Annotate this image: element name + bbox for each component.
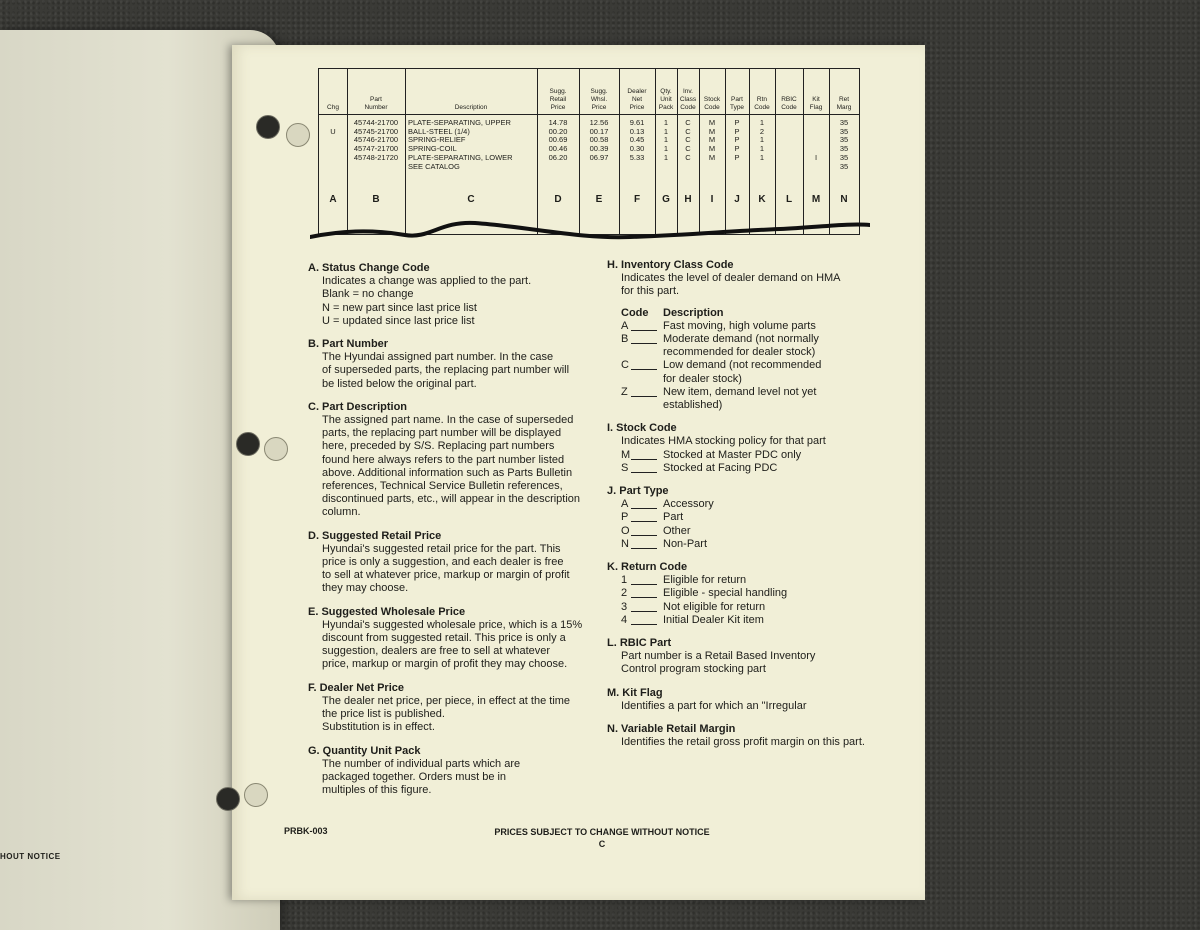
section-e-suggested-wholesale-price: E. Suggested Wholesale Price Hyundai's suggested wholesale price, which is a 15% discount from suggested retail. This price is only a suggestion, dealers are free to sell at whatever price, markup or margin of profit they may choose. (308, 605, 583, 671)
document-page (232, 45, 925, 900)
torn-edge-line (310, 215, 870, 255)
table-col-chg: Chg U A (319, 69, 348, 234)
table-col-description: Description PLATE-SEPARATING, UPPER BALL-STEEL (1/4) SPRING-RELIEF SPRING-COIL PLATE-SEPARATING, LOWER SEE CATALOG C (405, 69, 538, 234)
section-f-dealer-net-price: F. Dealer Net Price The dealer net price, per piece, in effect at the time the price list is published. Substitution is in effect. (308, 681, 571, 734)
table-col-qty-unit-pack: Qty. Unit Pack 1 1 1 1 1 G (655, 69, 678, 234)
section-d-suggested-retail-price: D. Suggested Retail Price Hyundai's suggested retail price for the part. This price is only a suggestion, and each dealer is free to sell at whatever price, markup or margin of profit they may choose. (308, 529, 570, 595)
table-col-wholesale-price: Sugg. Whsl. Price 12.56 00.17 00.58 00.39 06.97 E (579, 69, 620, 234)
price-notice: PRICES SUBJECT TO CHANGE WITHOUT NOTICE C (472, 826, 732, 850)
table-col-dealer-net: Dealer Net Price 9.61 0.13 0.45 0.30 5.33 F (619, 69, 656, 234)
table-col-part-type: Part Type P P P P P J (725, 69, 750, 234)
binder-hole-top-shadow (286, 123, 310, 147)
table-col-kit-flag: Kit Flag I M (803, 69, 830, 234)
section-g-quantity-unit-pack: G. Quantity Unit Pack The number of individual parts which are packaged together. Orders must be in multiples of this figure. (308, 744, 521, 797)
section-m-kit-flag: M. Kit Flag Identifies a part for which an "Irregular (607, 686, 807, 712)
table-col-retail-price: Sugg. Retail Price 14.78 00.20 00.69 00.46 06.20 D (537, 69, 580, 234)
right-definitions (607, 259, 907, 760)
sample-price-table (318, 68, 860, 235)
binder-hole-middle (236, 432, 260, 456)
section-b-part-number: B. Part Number The Hyundai assigned part number. In the case of superseded parts, the replacing part number will be listed below the original part. (308, 338, 570, 390)
section-l-rbic-part: L. RBIC Part Part number is a Retail Based Inventory Control program stocking part (607, 637, 816, 676)
section-h-inventory-class-code: H. Inventory Class Code Indicates the level of dealer demand on HMA for this part. Code Description A Fast moving, high volume parts B Moderate demand (not normally recommended for dealer stock) C Low demand (not recommended for dealer stock) Z New item, demand level not yet established) (607, 259, 841, 412)
binder-hole-middle-shadow (264, 437, 288, 461)
binder-hole-bottom-shadow (244, 783, 268, 807)
section-n-variable-retail-margin: N. Variable Retail Margin Identifies the retail gross profit margin on this part. (607, 723, 865, 749)
section-a-status-change-code: A. Status Change Code Indicates a change was applied to the part. Blank = no change N = new part since last price list U = updated since last price list (308, 262, 532, 327)
page-letter: C (598, 839, 606, 849)
section-j-part-type: J. Part Type A Accessory P Part O Other N Non-Part (607, 485, 714, 550)
left-page-footer: HOUT NOTICE (0, 852, 61, 861)
table-col-stock-code: Stock Code M M M M M I (699, 69, 726, 234)
section-c-part-description: C. Part Description The assigned part name. In the case of superseded parts, the replacing part number will be displayed here, preceded by S/S. Replacing part numbers found here always refers to the part number listed above. Additional information such as Parts Bulletin references, Technical Service Bulletin references, discontinued parts, etc., will appear in the description column. (308, 400, 581, 519)
table-col-rbic-code: RBIC Code L (775, 69, 804, 234)
table-col-inv-class: Inv. Class Code C C C C C H (677, 69, 700, 234)
document-code: PRBK-003 (284, 826, 328, 836)
table-col-retail-margin: Ret Marg 35 35 35 35 35 35 N (829, 69, 859, 234)
table-col-part-number: Part Number 45744-21700 45745-21700 45746-21700 45747-21700 45748-21720 B (347, 69, 406, 234)
binder-hole-bottom (216, 787, 240, 811)
binder-hole-top (256, 115, 280, 139)
left-definitions (308, 262, 598, 807)
section-i-stock-code: I. Stock Code Indicates HMA stocking policy for that part M Stocked at Master PDC only S Stocked at Facing PDC (607, 422, 826, 474)
section-k-return-code: K. Return Code 1 Eligible for return 2 Eligible - special handling 3 Not eligible for return 4 Initial Dealer Kit item (607, 561, 788, 626)
table-col-return-code: Rtn Code 1 2 1 1 1 K (749, 69, 776, 234)
